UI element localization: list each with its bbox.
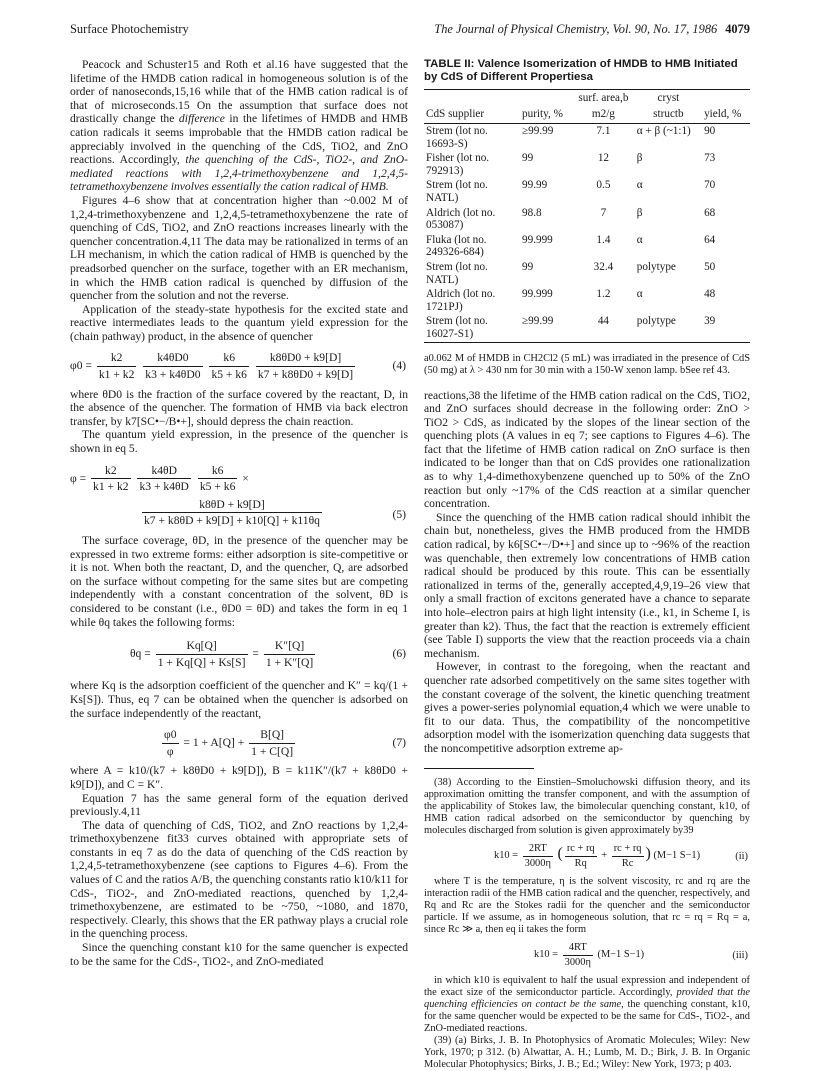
column-header: m2/g	[572, 106, 635, 123]
footnote-39: (39) (a) Birks, J. B. In Photophysics of Aromatic Molecules; Wiley: New York, 1970; p 312. (b) Alwattar, A. H.; Lumb, M. D.; Birk, J. B. In Organic Molecular Photophysics; Birks, J. B.; Ed.; Wiley: New York, 1973; p 403.	[424, 1034, 750, 1070]
paragraph: where Kq is the adsorption coefficient of the quencher and K″ = kq/(1 + Ks[S]). Thus, eq 7 can be obtained when the quencher is adsorbed on the surface independently of the reactant,	[70, 679, 408, 720]
footnote-divider	[424, 768, 534, 769]
paragraph: The data of quenching of CdS, TiO2, and ZnO reactions by 1,2,4-trimethoxybenzene fit33 curves obtained with appropriate sets of constants in eq 7 as do the data of quenching of the CdS reaction by 1,2,4,5-tetramethoxybenzene (see captions to Figures 4–6). From the values of C and the ratios A/B, the quenching constants ratio k10/k11 for CdS-, TiO2-, and ZnO-mediated reactions, quenched by 1,2,4-trimethoxybenzene, are estimated to be ~750, ~1080, and 1870, respectively. Clearly, this shows that the ER pathway plays a crucial role in the quenching process.	[70, 818, 408, 941]
equation-number: (4)	[392, 359, 406, 373]
table-row: Strem (lot no. 16027-S1) ≥99.99 44 polytype 39	[424, 314, 750, 342]
equation-number: (6)	[392, 647, 406, 661]
table-row: Fisher (lot no. 792913) 99 12 β 73	[426, 152, 716, 177]
paragraph: where θD0 is the fraction of the surface covered by the reactant, D, in the absence of the quencher. The formation of HMB via back electron transfer, by k7[SC•−/B•+], should depress the chain reaction.	[70, 387, 408, 428]
paragraph: However, in contrast to the foregoing, when the reactant and quencher rate adsorbed competitively on the same sites together with the constant coverage of the solvent, the kinetic quenching treatment gives a power-series polynomial equation,4 which we were unable to fit to our data. Thus, the compatibility of the noncompetitive adsorption model with the isomerization quenching data suggests that the noncompetitive adsorption extreme ap-	[424, 660, 750, 755]
paragraph: The quantum yield expression, in the presence of the quencher is shown in eq 5.	[70, 428, 408, 456]
equation-number: (iii)	[732, 949, 748, 961]
paragraph: where A = k10/(k7 + k8θD0 + k9[D]), B = k11K″/(k7 + k8θD0 + k9[D]), and C = K″.	[70, 764, 408, 791]
column-header: structb	[635, 106, 702, 123]
paragraph: Equation 7 has the same general form of the equation derived previously.4,11	[70, 791, 408, 819]
paragraph: Figures 4–6 show that at concentration higher than ~0.002 M of 1,2,4-trimethoxybenzene and 1,2,4,5-tetramethoxybenzene the rate of quenching of CdS, TiO2, and ZnO reactions increases linearly with the quencher concentration.4,11 The data may be rationalized in terms of an LH mechanism, in which the cation radical of HMB is quenched by the preadsorbed quencher on the surface, together with an ER mechanism, in which the HMB cation radical is quenched by diffusion of the quencher from the solution and not the reverse.	[70, 193, 408, 303]
journal-citation: The Journal of Physical Chemistry, Vol. 90, No. 17, 1986	[434, 22, 718, 36]
equation-iii: k10 = $\frac{4RT}{3000\eta}$ (M−1 S−1) (iii)	[534, 941, 748, 968]
equation-number: (5)	[392, 508, 406, 522]
column-header: cryst	[635, 89, 702, 106]
left-column	[70, 58, 408, 968]
table-row: Strem (lot no. 16693-S) ≥99.99 7.1 α + β (~1:1) 90	[426, 125, 716, 150]
paragraph: Since the quenching of the HMB cation radical should inhibit the chain but, nonetheless, gives the HMB produced from the HMDB cation radical, by k6[SC•−/D•+] and since up to ~96% of the reaction was quenchable, then extremely low concentrations of HMB cation radical should be produced by this route. This can be essentially rationalized in terms of the, generally accepted,4,9,19–26 view that only a small fraction of excitons generated have a chance to separate into hole–electron pairs at high light intensity (i.e., k1, in Scheme I, is greater than k2). Thus, the fact that the reaction is extremely efficient (see Table I) supports the view that the reaction proceeds via a chain mechanism.	[424, 510, 750, 660]
page-number: 4079	[725, 22, 750, 36]
paragraph: Peacock and Schuster15 and Roth et al.16 have suggested that the lifetime of the HMDB cation radical in homogeneous solution is of the order of nanoseconds,15,16 while that of the HMB cation radical is of that of microseconds.15 On the assumption that surface does not drastically change the difference in the lifetimes of HMDB and HMB cation radicals it seems improbable that the HMDB cation radical be appreciably involved in the quenching of the CdS, TiO2, and ZnO reactions. Accordingly, the quenching of the CdS-, TiO2-, and ZnO-mediated reactions with 1,2,4-trimethoxybenzene and 1,2,4,5-tetramethoxybenzene involves essentially the cation radical of HMB.	[70, 58, 409, 194]
footnote-38-cont: where T is the temperature, η is the solvent viscosity, rc and rq are the interaction radii of the HMB cation radical and the quencher, respectively, and Rq and Rc are the Stokes radii for the quencher and the semiconductor particle. If we assume, as in homogeneous solution, that rc = rq = Rq = a, since Rc ≫ a, then eq ii takes the form	[424, 875, 750, 935]
footnote-38: (38) According to the Einstien–Smoluchowski diffusion theory, and its approximation omitting the transfer component, and with the assumption of the applicability of Stokes law, the bimolecular quenching constant, k10, of HMB cation radical adsorbed on the semiconductor by quenching by molecules discharged from solution is given approximately by39	[424, 776, 750, 836]
table-row: Strem (lot no. NATL) 99.99 0.5 α 70	[426, 179, 716, 204]
table-title: TABLE II: Valence Isomerization of HMDB to HMB Initiated by CdS of Different Propertiesa	[424, 58, 738, 84]
header-section-title: Surface Photochemistry	[70, 22, 189, 36]
right-column	[424, 58, 750, 1071]
table-row: Strem (lot no. NATL) 99 32.4 polytype 50	[426, 260, 716, 286]
table-row: Aldrich (lot no. 053087) 98.8 7 β 68	[426, 206, 716, 232]
column-header: CdS supplier	[424, 106, 520, 123]
paragraph: Application of the steady-state hypothesis for the excited state and reactive intermediates leads to the quantum yield expression for the (chain pathway) product, in the absence of quencher	[70, 302, 408, 343]
footnote-38-end: in which k10 is equivalent to half the usual expression and independent of the exact size of the semiconductor particle. Accordingly, provided that the quenching efficiencies on contact be the same, the quenching constant, k10, for the same quencher would be expected to be the same for CdS-, TiO2-, and ZnO-mediated reactions.	[424, 974, 750, 1034]
paragraph: The surface coverage, θD, in the presence of the quencher may be expressed in two extreme forms: either adsorption is site-competitive or it is not. When both the reactant, D, and the quencher, Q, are adsorbed on the surface without competing for the same sites but are competing independently with a constant concentration of the solvent, θD is considered to be constant (i.e., θD0 = θD) and takes the form in eq 1 while θq takes the following forms:	[70, 534, 408, 629]
column-header: purity, %	[520, 106, 572, 123]
table-row: Fluka (lot no. 249326-684) 99.999 1.4 α 64	[426, 233, 716, 259]
header-journal	[434, 22, 750, 37]
footnotes	[424, 777, 750, 1071]
paragraph: reactions,38 the lifetime of the HMB cation radical on the CdS, TiO2, and ZnO surfaces should decrease in the following order: ZnO > TiO2 > CdS, as indicated by the slopes of the linear section of the quenching plots (A values in eq 7; see captions to Figures 4–6). The fact that the lifetime of HMB cation radical on ZnO surface is then indicated to be longer than that on CdS provides one rationalization as to why 1,4-dimethoxybenzene quenched up to 50% of the ZnO reaction but only ~17% of the CdS reaction at a similar quencher concentration.	[424, 388, 750, 511]
equation-6: θq = $\frac{Kq[Q]}{1 + Kq[Q] + Ks[S]}$ = $\frac{K''[Q]}{1 + K''[Q]}$ (6)	[130, 639, 406, 669]
table-row: Aldrich (lot no. 1721PJ) 99.999 1.2 α 48	[426, 288, 716, 313]
data-table	[424, 89, 750, 343]
column-header: surf. area,b	[572, 89, 635, 106]
equation-number: (ii)	[735, 850, 748, 862]
running-header	[70, 22, 750, 38]
table-footnote: a0.062 M of HMDB in CH2Cl2 (5 mL) was irradiated in the presence of CdS (50 mg) at λ > 430 nm for 30 min with a 150-W xenon lamp. bSee ref 43.	[424, 352, 750, 376]
equation-4: φ0 = $\frac{k2}{k1 + k2}$ $\frac{k4\theta D0}{k3 + k4\theta D0}$ $\frac{k6}{k5 + k6}$ $\frac{k8\theta D0 + k9[D]}{k7 + k8\theta D0 + k9[D]}$ (4)	[70, 351, 406, 382]
equation-7: $\frac{\varphi 0}{\varphi}$ = 1 + A[Q] + $\frac{B[Q]}{1 + C[Q]}$ (7)	[164, 728, 406, 758]
column-header: yield, %	[702, 106, 750, 123]
equation-ii: k10 = $\frac{2RT}{3000\eta}$ ( $\frac{rc + rq}{Rq}$ + $\frac{rc + rq}{Rc}$ ) (M−1 S−1) (ii)	[494, 842, 748, 869]
equation-number: (7)	[392, 736, 406, 750]
equation-5: φ = $\frac{k2}{k1 + k2}$ $\frac{k4\theta D}{k3 + k4\theta D}$ $\frac{k6}{k5 + k6}$ × $\frac{k8\theta D + k9[D]}{k7 + k8\theta D + k9[D] + k10[Q] + k11\theta q}$ (5)	[70, 463, 406, 528]
paragraph: Since the quenching constant k10 for the same quencher is expected to be the same for the CdS-, TiO2-, and ZnO-mediated	[70, 941, 408, 968]
